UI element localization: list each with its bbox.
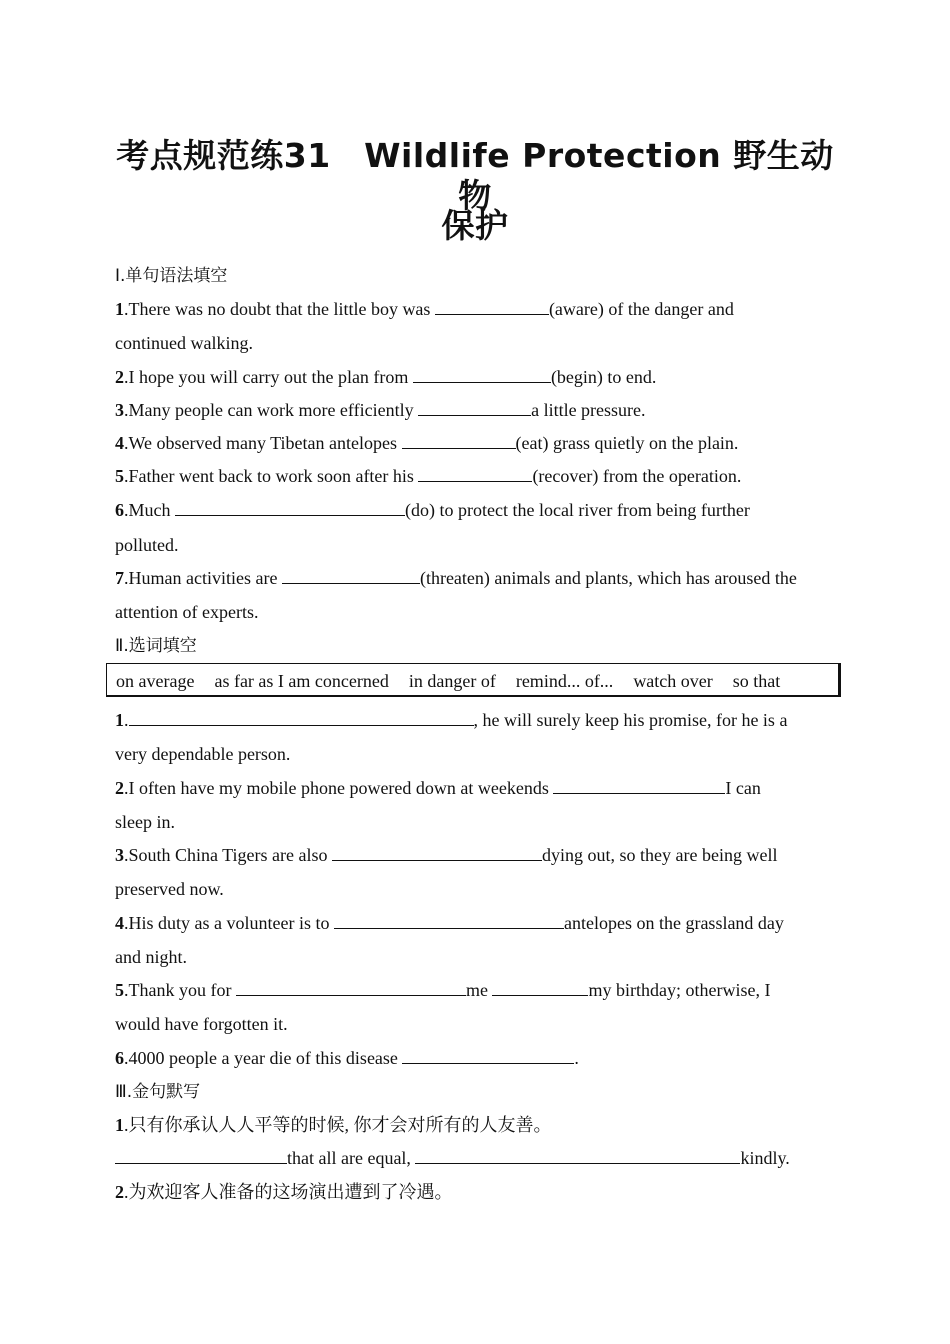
question-text: (do) to protect the local river from being further	[405, 500, 750, 520]
page-title-continued: 保护	[441, 206, 509, 245]
question-text: me	[465, 980, 493, 1000]
question-2-3	[115, 843, 777, 867]
question-text: .	[574, 1048, 579, 1068]
word-option: on average	[116, 671, 195, 691]
answer-blank[interactable]	[236, 978, 466, 996]
question-text: my birthday; otherwise, I	[588, 980, 771, 1000]
question-number: 6	[115, 500, 124, 520]
question-number: 1	[115, 710, 124, 730]
question-text: , he will surely keep his promise, for he is a	[473, 710, 788, 730]
question-1-7	[115, 566, 797, 590]
answer-blank[interactable]	[129, 708, 474, 726]
question-text: .Much	[124, 500, 175, 520]
question-text: .Thank you for	[124, 980, 236, 1000]
question-2-1	[115, 708, 787, 732]
page-title: 考点规范练31 Wildlife Protection 野生动物	[116, 136, 834, 215]
question-1-1-cont: continued walking.	[115, 333, 253, 353]
question-number: 1	[115, 1115, 124, 1135]
question-number: 4	[115, 433, 124, 453]
question-2-5-cont: would have forgotten it.	[115, 1014, 288, 1034]
question-text: (eat) grass quietly on the plain.	[515, 433, 739, 453]
question-number: 6	[115, 1048, 124, 1068]
question-text: dying out, so they are being well	[542, 845, 778, 865]
question-text: (aware) of the danger and	[548, 299, 734, 319]
question-2-4	[115, 911, 784, 935]
answer-blank[interactable]	[175, 498, 405, 516]
answer-blank[interactable]	[415, 1146, 740, 1164]
question-3-1	[115, 1113, 552, 1137]
question-2-5	[115, 978, 770, 1002]
question-text: I can	[725, 778, 761, 798]
question-text: .We observed many Tibetan antelopes	[124, 433, 402, 453]
question-2-3-cont: preserved now.	[115, 879, 224, 899]
question-2-2-cont: sleep in.	[115, 812, 175, 832]
word-option: so that	[732, 671, 781, 691]
question-number: 4	[115, 913, 124, 933]
question-text: .I often have my mobile phone powered down at weekends	[124, 778, 554, 798]
answer-blank[interactable]	[413, 365, 551, 383]
question-text: .Many people can work more efficiently	[124, 400, 419, 420]
question-3-2	[115, 1180, 453, 1204]
answer-blank[interactable]	[115, 1146, 287, 1164]
chinese-sentence: .只有你承认人人平等的时候, 你才会对所有的人友善。	[124, 1115, 552, 1135]
question-number: 5	[115, 980, 124, 1000]
question-text: .Human activities are	[124, 568, 282, 588]
answer-blank[interactable]	[418, 398, 531, 416]
question-2-4-cont: and night.	[115, 947, 187, 967]
question-number: 7	[115, 568, 124, 588]
answer-blank[interactable]	[492, 978, 588, 996]
answer-blank[interactable]	[282, 566, 420, 584]
answer-blank[interactable]	[334, 911, 564, 929]
chinese-sentence: .为欢迎客人准备的这场演出遭到了冷遇。	[124, 1182, 453, 1202]
section-heading-2: Ⅱ.选词填空	[115, 636, 197, 656]
word-option: in danger of	[408, 671, 496, 691]
question-number: 3	[115, 845, 124, 865]
question-number: 1	[115, 299, 124, 319]
question-text: .South China Tigers are also	[124, 845, 333, 865]
question-2-1-cont: very dependable person.	[115, 744, 291, 764]
answer-blank[interactable]	[435, 297, 549, 315]
question-text: that all are equal,	[287, 1148, 416, 1168]
answer-blank[interactable]	[402, 1046, 574, 1064]
word-bank	[116, 669, 780, 693]
question-text: .I hope you will carry out the plan from	[124, 367, 413, 387]
question-number: 5	[115, 466, 124, 486]
word-bank-box	[106, 663, 841, 697]
question-1-3	[115, 398, 646, 422]
answer-blank[interactable]	[553, 776, 725, 794]
question-1-4	[115, 431, 738, 455]
question-text: kindly.	[740, 1148, 790, 1168]
question-1-6	[115, 498, 750, 522]
question-text: .There was no doubt that the little boy was	[124, 299, 435, 319]
section-heading-3: Ⅲ.金句默写	[115, 1082, 201, 1102]
question-3-1-answer-line	[115, 1146, 790, 1170]
question-text: .	[124, 710, 129, 730]
question-number: 3	[115, 400, 124, 420]
word-option: watch over	[633, 671, 713, 691]
question-1-7-cont: attention of experts.	[115, 602, 259, 622]
question-2-6	[115, 1046, 579, 1070]
question-number: 2	[115, 367, 124, 387]
question-text: .4000 people a year die of this disease	[124, 1048, 403, 1068]
section-heading-1: Ⅰ.单句语法填空	[115, 266, 228, 286]
answer-blank[interactable]	[332, 843, 542, 861]
word-option: remind... of...	[515, 671, 614, 691]
question-text: a little pressure.	[531, 400, 646, 420]
question-text: (threaten) animals and plants, which has aroused the	[419, 568, 797, 588]
question-number: 2	[115, 1182, 124, 1202]
question-1-1	[115, 297, 734, 321]
question-1-2	[115, 365, 656, 389]
question-2-2	[115, 776, 761, 800]
answer-blank[interactable]	[418, 464, 532, 482]
question-text: (begin) to end.	[550, 367, 657, 387]
question-text: antelopes on the grassland day	[563, 913, 784, 933]
question-number: 2	[115, 778, 124, 798]
question-text: (recover) from the operation.	[532, 466, 742, 486]
answer-blank[interactable]	[402, 431, 516, 449]
question-1-6-cont: polluted.	[115, 535, 179, 555]
question-text: .His duty as a volunteer is to	[124, 913, 334, 933]
question-text: .Father went back to work soon after his	[124, 466, 419, 486]
word-option: as far as I am concerned	[214, 671, 389, 691]
question-1-5	[115, 464, 741, 488]
